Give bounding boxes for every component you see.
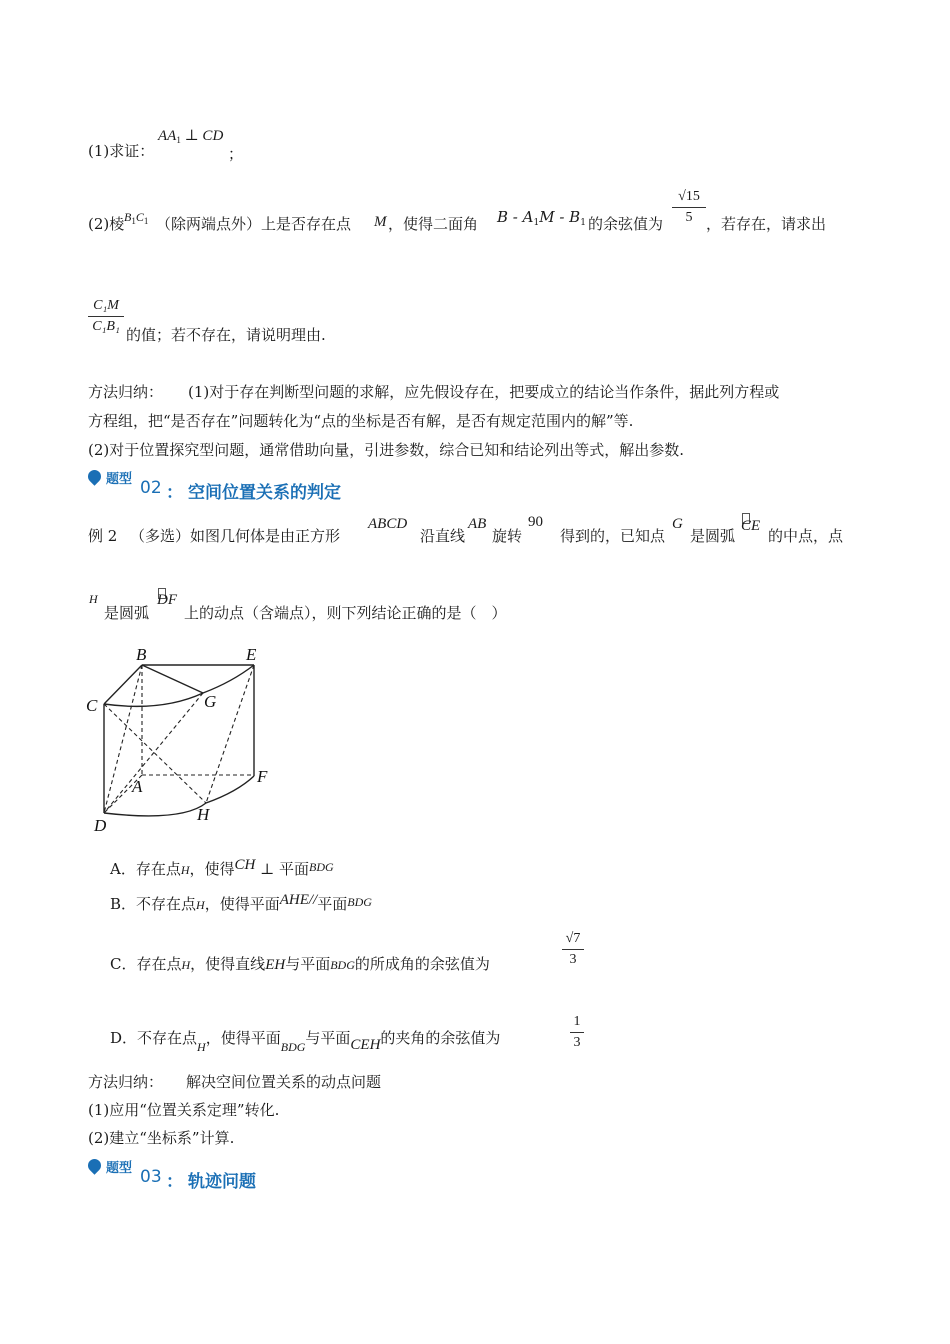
option-expr: CH bbox=[234, 857, 256, 873]
expr-perp-cd: ⊥ CD bbox=[180, 128, 224, 144]
example2-h: H bbox=[89, 592, 98, 606]
method1-line1: (1)对于存在判断型问题的求解，应先假设存在，把要成立的结论当作条件，据此列方程或 bbox=[188, 383, 780, 401]
example2-arc2: DF bbox=[157, 592, 177, 608]
edge-c: C bbox=[135, 210, 144, 224]
option-expr: EH bbox=[265, 957, 286, 973]
heading2-number: 02 bbox=[140, 478, 162, 498]
part2-text4: ，若存在，请求出 bbox=[706, 215, 827, 233]
option-expr: BDG bbox=[309, 860, 334, 874]
frac-numerator: √15 bbox=[678, 189, 700, 204]
option-expr: BDG bbox=[347, 895, 372, 909]
method1-label: 方法归纳： bbox=[88, 383, 164, 401]
option-a[interactable] bbox=[110, 859, 334, 880]
part1-expression bbox=[158, 126, 223, 145]
label-c: C bbox=[86, 696, 98, 715]
example2-arc1: CE bbox=[741, 518, 761, 534]
dihedral-expression bbox=[497, 208, 586, 228]
heading2-title: 空间位置关系的判定 bbox=[188, 483, 341, 503]
example2-t4: 得到的，已知点 bbox=[560, 527, 666, 545]
option-text: 的所成角的余弦值为 bbox=[354, 955, 490, 973]
edge-sub: 1 bbox=[131, 216, 136, 226]
part2-edge bbox=[124, 210, 148, 226]
option-text: ，使得 bbox=[189, 860, 235, 878]
part1-end: ； bbox=[228, 145, 244, 163]
example2-t1: （多选）如图几何体是由正方形 bbox=[130, 527, 341, 545]
heading3-number: 03 bbox=[140, 1167, 162, 1187]
frac-bar bbox=[672, 207, 706, 208]
point-h: H bbox=[180, 863, 190, 877]
point-h: H bbox=[196, 898, 205, 912]
frac-denominator: 5 bbox=[685, 210, 693, 225]
method2-line2: (2)建立“坐标系”计算. bbox=[88, 1129, 235, 1147]
label-f: F bbox=[257, 767, 268, 786]
frac-bar bbox=[562, 949, 584, 950]
label-a: A bbox=[132, 777, 143, 796]
frac-denominator: 3 bbox=[573, 1035, 581, 1050]
heading2-tag: 题型 bbox=[106, 472, 133, 487]
example2-t7: 是圆弧 bbox=[104, 604, 150, 622]
part2-prefix: (2)棱 bbox=[88, 215, 125, 233]
example2-angle: 90 bbox=[528, 514, 543, 530]
option-c[interactable] bbox=[110, 954, 490, 975]
option-b[interactable] bbox=[110, 894, 372, 915]
option-text: 不存在点 bbox=[137, 1029, 198, 1047]
frac-denominator: 3 bbox=[569, 952, 577, 967]
ratio-bar bbox=[88, 316, 124, 317]
heading3-title: 轨迹问题 bbox=[188, 1172, 256, 1192]
geometry-figure bbox=[82, 640, 292, 840]
option-text: 与平面 bbox=[285, 955, 331, 973]
option-letter: C． bbox=[110, 955, 137, 973]
method1-line3: (2)对于位置探究型问题，通常借助向量，引进参数，综合已知和结论列出等式，解出参数. bbox=[88, 441, 685, 459]
part2-text5: 的值；若不存在，请说明理由. bbox=[126, 326, 326, 344]
location-pin-icon bbox=[85, 467, 103, 485]
frac-bar bbox=[570, 1032, 584, 1033]
frac-numerator: √7 bbox=[565, 931, 581, 946]
heading3-sep: ： bbox=[166, 1172, 183, 1192]
example2-prefix: 例 2 bbox=[88, 527, 118, 545]
fraction-1-over-3 bbox=[570, 1013, 584, 1052]
frac-numerator: 1 bbox=[573, 1014, 581, 1029]
dihedral-sub: 1 bbox=[580, 218, 586, 228]
expr-sub: 1 bbox=[176, 135, 181, 145]
dihedral-part2: M - B bbox=[539, 208, 581, 226]
example2-g: G bbox=[672, 516, 683, 532]
option-text: 的夹角的余弦值为 bbox=[380, 1029, 501, 1047]
part2-text1: （除两端点外）上是否存在点 bbox=[156, 215, 352, 233]
option-text: 不存在点 bbox=[136, 895, 197, 913]
label-d: D bbox=[94, 816, 107, 835]
fraction-sqrt15-over-5 bbox=[672, 188, 706, 227]
method2-line1: (1)应用“位置关系定理”转化. bbox=[88, 1101, 280, 1119]
method2-label: 方法归纳： bbox=[88, 1073, 164, 1091]
part2-text3: 的余弦值为 bbox=[588, 215, 664, 233]
example2-square: ABCD bbox=[368, 516, 408, 532]
option-text: ，使得直线 bbox=[190, 955, 266, 973]
example2-t8: 上的动点（含端点），则下列结论正确的是（ ） bbox=[184, 604, 507, 622]
expr-aa: AA bbox=[158, 128, 177, 144]
option-expr: AHE// bbox=[279, 892, 318, 908]
option-expr: CEH bbox=[350, 1037, 381, 1053]
edge-sub: 1 bbox=[143, 216, 149, 226]
option-text: ，使得平面 bbox=[205, 1029, 281, 1047]
heading2-sep: ： bbox=[166, 483, 183, 503]
dihedral-sub: 1 bbox=[533, 218, 540, 228]
dihedral-part1: B - A bbox=[497, 208, 534, 226]
example2-t3: 旋转 bbox=[492, 527, 523, 545]
ratio-numerator: C₁M bbox=[93, 298, 119, 313]
option-expr: BDG bbox=[280, 1040, 306, 1054]
option-text: 存在点 bbox=[135, 860, 181, 878]
point-m: M bbox=[374, 214, 387, 230]
option-text: ，使得平面 bbox=[204, 895, 280, 913]
option-letter: D． bbox=[110, 1029, 138, 1047]
point-h: H bbox=[181, 958, 191, 972]
example2-t5: 是圆弧 bbox=[690, 527, 736, 545]
option-d[interactable] bbox=[110, 1028, 501, 1054]
option-letter: A． bbox=[110, 860, 136, 878]
ratio-denominator: C₁B₁ bbox=[92, 319, 120, 334]
option-letter: B． bbox=[110, 895, 137, 913]
heading3-tag: 题型 bbox=[106, 1161, 133, 1176]
edge-b: B bbox=[124, 210, 132, 224]
option-text: 存在点 bbox=[136, 955, 182, 973]
method1-line2: 方程组，把“是否存在”问题转化为“点的坐标是否有解，是否有规定范围内的解”等. bbox=[88, 412, 634, 430]
method2-title: 解决空间位置关系的动点问题 bbox=[186, 1073, 382, 1091]
part2-text2: ，使得二面角 bbox=[388, 215, 479, 233]
label-b: B bbox=[136, 645, 147, 664]
option-text: ⊥ 平面 bbox=[255, 860, 310, 878]
example2-t6: 的中点，点 bbox=[768, 527, 844, 545]
option-text: 与平面 bbox=[305, 1029, 351, 1047]
label-h: H bbox=[197, 805, 210, 824]
part1-label: (1)求证： bbox=[88, 142, 155, 160]
fraction-ratio bbox=[88, 297, 124, 336]
fraction-sqrt7-over-3 bbox=[562, 930, 584, 969]
option-expr: BDG bbox=[330, 958, 355, 972]
location-pin-icon bbox=[85, 1156, 103, 1174]
label-g: G bbox=[204, 692, 217, 711]
option-text: 平面 bbox=[317, 895, 348, 913]
label-e: E bbox=[246, 645, 257, 664]
example2-line: AB bbox=[468, 516, 487, 532]
point-h: H bbox=[197, 1040, 206, 1054]
example2-t2: 沿直线 bbox=[420, 527, 466, 545]
